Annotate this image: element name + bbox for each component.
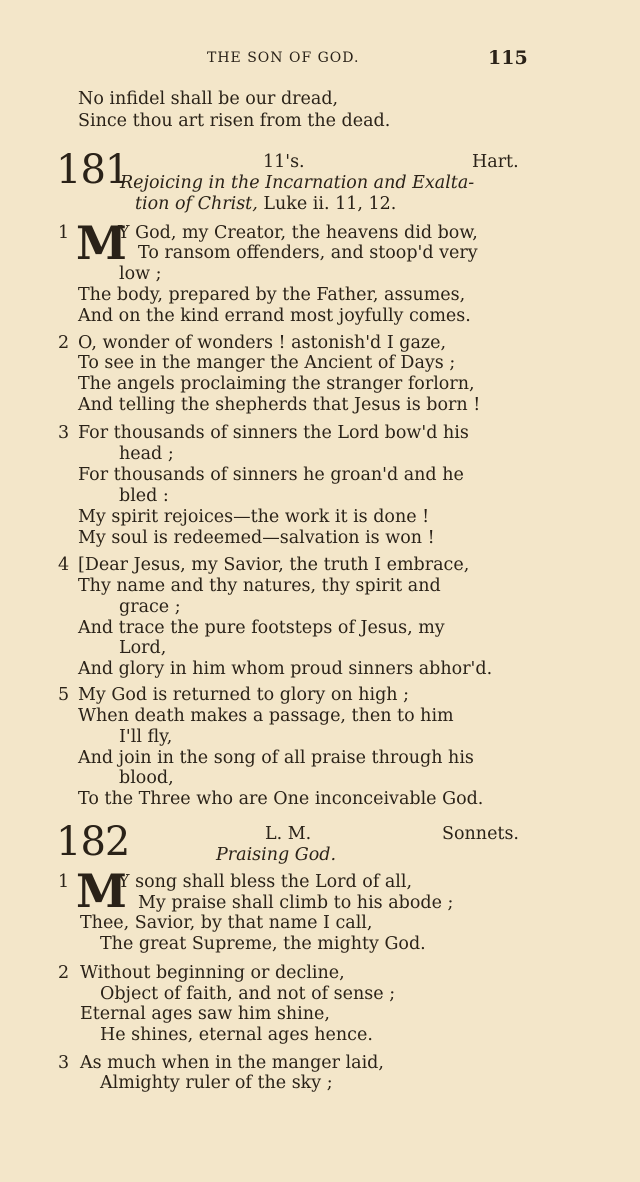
page-number: 115 [488, 47, 528, 69]
verse-line: My God is returned to glory on high ; [78, 685, 410, 705]
verse-line: Thy name and thy natures, thy spirit and [78, 576, 441, 596]
verse-number: 1 [58, 223, 70, 243]
verse-line: low ; [119, 264, 162, 284]
hymn-number: 181 [56, 147, 130, 193]
verse-line: The angels proclaiming the stranger forlorn, [78, 374, 475, 394]
verse-line: And join in the song of all praise through his [78, 748, 474, 768]
verse-line: Object of faith, and not of sense ; [100, 984, 396, 1004]
verse-line: For thousands of sinners he groan'd and he [78, 465, 464, 485]
hymn-tune: Sonnets. [442, 824, 519, 844]
verse-line: O, wonder of wonders ! astonish'd I gaze, [78, 333, 447, 353]
hymn-subtitle: Rejoicing in the Incarnation and Exalta- [120, 173, 475, 193]
drop-cap: M [76, 864, 127, 918]
verse-line: To the Three who are One inconceivable God. [78, 789, 484, 809]
verse-line: My spirit rejoices—the work it is done ! [78, 507, 430, 527]
verse-line: My soul is redeemed—salvation is won ! [78, 528, 435, 548]
verse-number: 3 [58, 1053, 70, 1073]
verse-line: When death makes a passage, then to him [78, 706, 454, 726]
verse-line: The body, prepared by the Father, assumes, [78, 285, 466, 305]
verse-line: As much when in the manger laid, [80, 1053, 384, 1073]
verse-line: And trace the pure footsteps of Jesus, my [78, 618, 445, 638]
verse-number: 2 [58, 963, 70, 983]
verse-line: The great Supreme, the mighty God. [100, 934, 426, 954]
verse-line: Y song shall bless the Lord of all, [118, 872, 413, 892]
verse-line: And on the kind errand most joyfully comes. [78, 306, 471, 326]
carryover-line: No infidel shall be our dread, [78, 89, 339, 109]
verse-line: I'll fly, [119, 727, 173, 747]
verse-line: And telling the shepherds that Jesus is born ! [78, 395, 481, 415]
verse-line: Y God, my Creator, the heavens did bow, [118, 223, 478, 243]
verse-number: 5 [58, 685, 70, 705]
verse-line: bled : [119, 486, 169, 506]
verse-line: He shines, eternal ages hence. [100, 1025, 373, 1045]
verse-line: Eternal ages saw him shine, [80, 1004, 330, 1024]
verse-line: head ; [119, 444, 174, 464]
verse-line: Thee, Savior, by that name I call, [80, 913, 373, 933]
scripture-reference: Luke ii. 11, 12. [257, 194, 397, 214]
verse-line: grace ; [119, 597, 181, 617]
verse-line: Without beginning or decline, [80, 963, 345, 983]
hymn-meter: 11's. [263, 152, 305, 172]
drop-cap: M [76, 216, 127, 270]
verse-line: And glory in him whom proud sinners abhor'd. [78, 659, 493, 679]
hymn-meter: L. M. [265, 824, 312, 844]
hymn-tune: Hart. [472, 152, 519, 172]
hymn-number: 182 [56, 819, 130, 865]
verse-line: To see in the manger the Ancient of Days ; [78, 353, 456, 373]
carryover-line: Since thou art risen from the dead. [78, 111, 391, 131]
subtitle-italic: tion of Christ, [135, 194, 258, 214]
hymn-subtitle: Praising God. [216, 845, 337, 865]
verse-line: [Dear Jesus, my Savior, the truth I embrace, [78, 555, 470, 575]
verse-line: To ransom offenders, and stoop'd very [138, 243, 478, 263]
hymn-subtitle [135, 194, 396, 214]
verse-line: Lord, [119, 638, 167, 658]
verse-number: 2 [58, 333, 70, 353]
verse-number: 4 [58, 555, 70, 575]
verse-number: 3 [58, 423, 70, 443]
verse-line: My praise shall climb to his abode ; [138, 893, 454, 913]
running-title: THE SON OF GOD. [207, 50, 360, 66]
verse-number: 1 [58, 872, 70, 892]
running-header [0, 47, 640, 72]
verse-line: Almighty ruler of the sky ; [100, 1073, 333, 1093]
verse-line: For thousands of sinners the Lord bow'd his [78, 423, 469, 443]
verse-line: blood, [119, 768, 174, 788]
